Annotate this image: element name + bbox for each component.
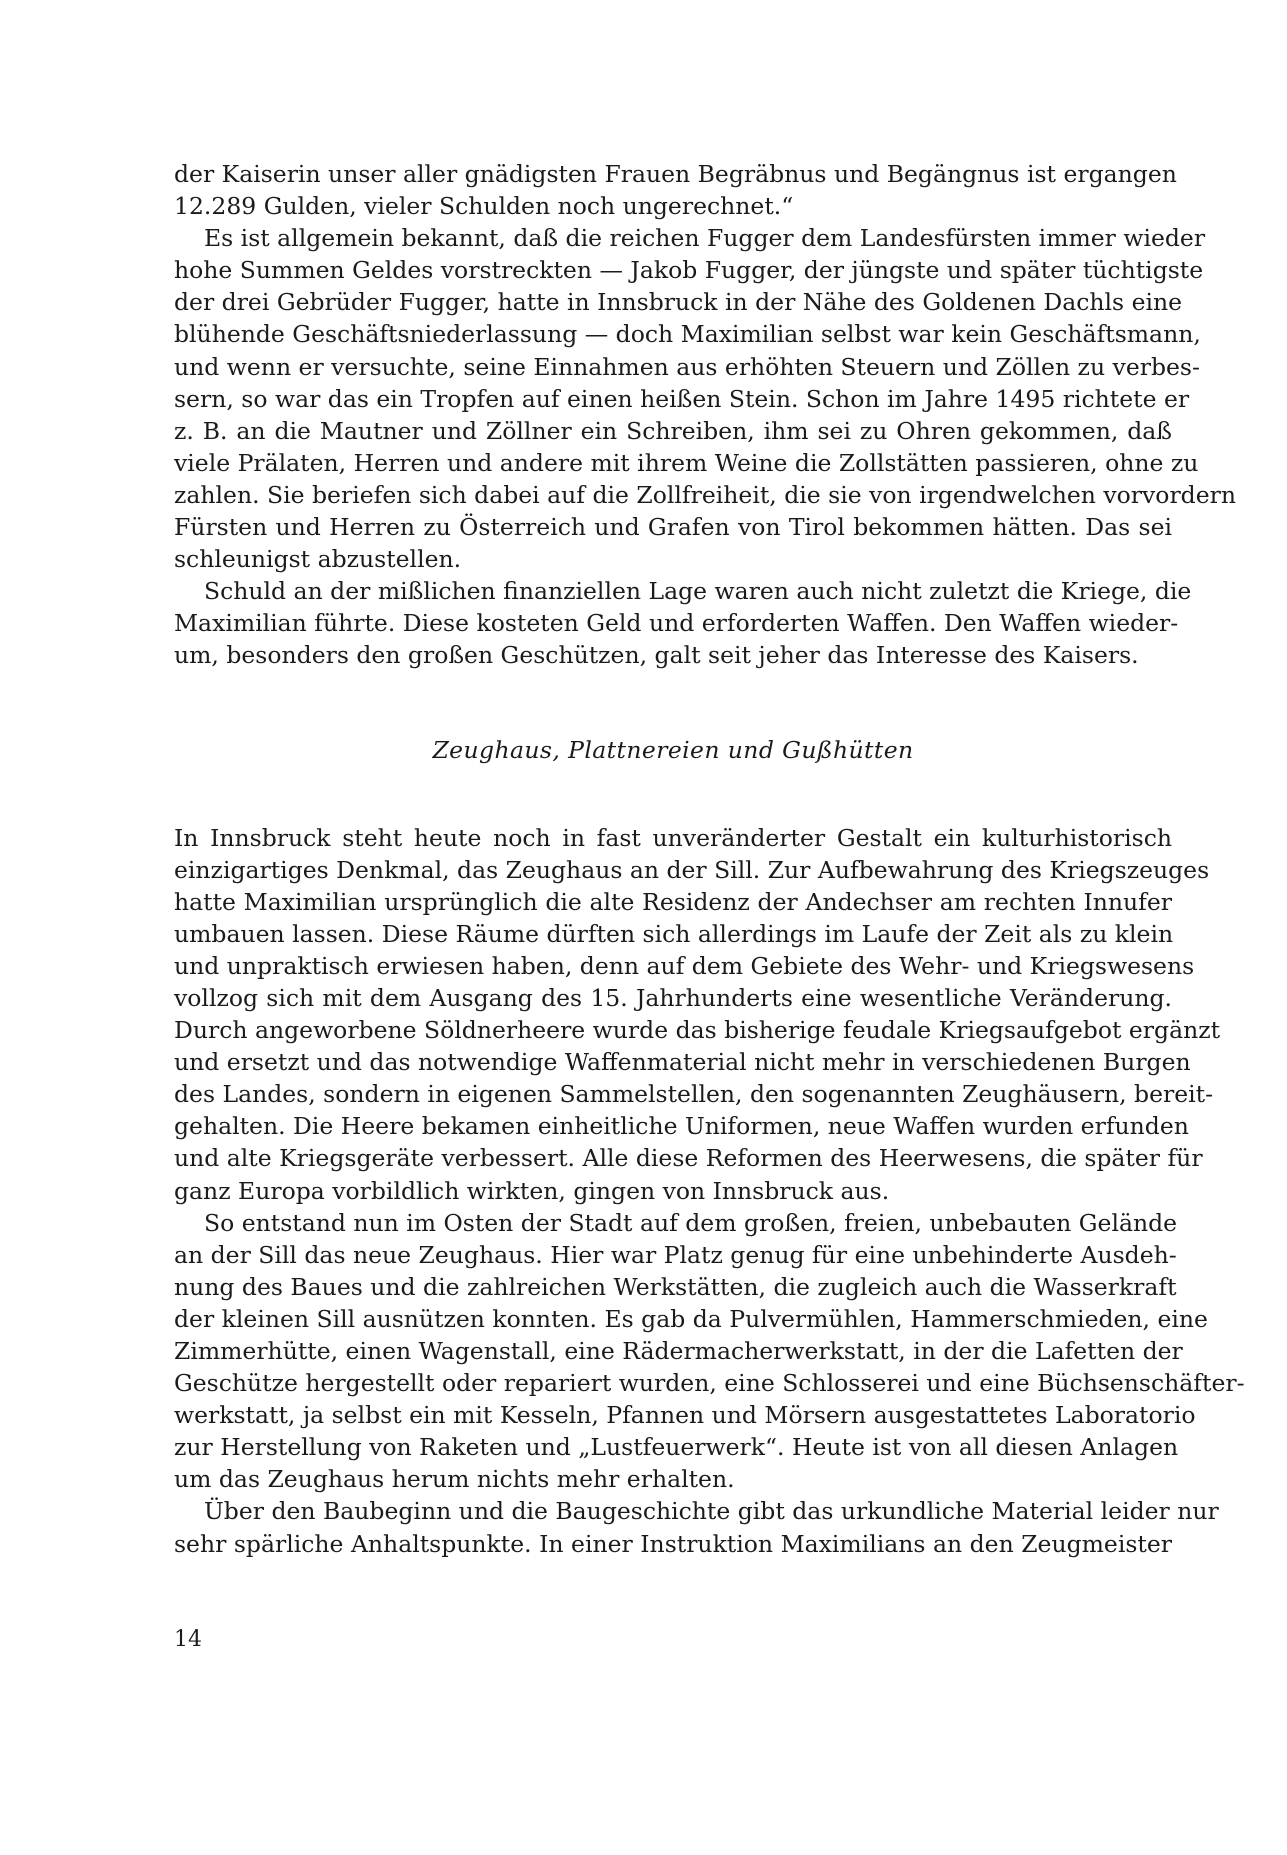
text-line: der Kaiserin unser aller gnädigsten Frauen Begräbnus und Begängnus ist ergangen <box>174 160 1177 188</box>
text-line: Durch angeworbene Söldnerheere wurde das bisherige feudale Kriegsaufgebot ergänzt <box>174 1016 1221 1045</box>
section-heading: Zeughaus, Plattnereien und Gußhütten <box>432 735 914 764</box>
text-line: um das Zeughaus herum nichts mehr erhalten. <box>174 1465 735 1494</box>
text-line: blühende Geschäftsniederlassung — doch Maximilian selbst war kein Geschäftsmann, <box>174 320 1201 349</box>
text-line: und ersetzt und das notwendige Waffenmaterial nicht mehr in verschiedenen Burgen <box>174 1048 1191 1077</box>
page-number: 14 <box>174 1627 202 1652</box>
text-line: So entstand nun im Osten der Stadt auf dem großen, freien, unbebauten Gelände <box>204 1208 1178 1237</box>
text-line: zur Herstellung von Raketen und „Lustfeuerwerk“. Heute ist von all diesen Anlagen <box>174 1433 1179 1462</box>
text-line: 12.289 Gulden, vieler Schulden noch ungerechnet.“ <box>174 192 794 221</box>
text-line: schleunigst abzustellen. <box>174 545 462 574</box>
text-line: um, besonders den großen Geschützen, galt seit jeher das Interesse des Kaisers. <box>174 641 1139 670</box>
text-line: nung des Baues und die zahlreichen Werkstätten, die zugleich auch die Wasserkraft <box>174 1272 1177 1301</box>
paragraph-3 <box>174 575 1192 671</box>
text-line: viele Prälaten, Herren und andere mit ihrem Weine die Zollstätten passieren, ohne zu <box>174 448 1199 477</box>
text-line: Fürsten und Herren zu Österreich und Grafen von Tirol bekommen hätten. Das sei <box>174 513 1172 542</box>
text-line: ganz Europa vorbildlich wirkten, gingen von Innsbruck aus. <box>174 1176 890 1205</box>
text-line: an der Sill das neue Zeughaus. Hier war Platz genug für eine unbehinderte Ausdeh- <box>174 1240 1177 1269</box>
paragraph-2 <box>174 222 1236 575</box>
text-line: einzigartiges Denkmal, das Zeughaus an der Sill. Zur Aufbewahrung des Kriegszeuges <box>174 855 1210 884</box>
text-line: vollzog sich mit dem Ausgang des 15. Jahrhunderts eine wesentliche Veränderung. <box>174 983 1172 1012</box>
text-line: sehr spärliche Anhaltspunkte. In einer Instruktion Maximilians an den Zeugmeister <box>174 1529 1172 1558</box>
text-line: Geschütze hergestellt oder repariert wurden, eine Schlosserei und eine Büchsenschäfter- <box>174 1369 1245 1398</box>
text-line: der drei Gebrüder Fugger, hatte in Innsbruck in der Nähe des Goldenen Dachls eine <box>174 288 1183 317</box>
text-line: Über den Baubeginn und die Baugeschichte gibt das urkundliche Material leider nur <box>204 1497 1219 1526</box>
text-line: Zimmerhütte, einen Wagenstall, eine Rädermacherwerkstatt, in der die Lafetten der <box>174 1337 1183 1365</box>
text-line: und wenn er versuchte, seine Einnahmen aus erhöhten Steuern und Zöllen zu verbes- <box>174 352 1200 381</box>
text-line: umbauen lassen. Diese Räume dürften sich allerdings im Laufe der Zeit als zu klein <box>174 919 1174 948</box>
paragraph-6 <box>174 1495 1219 1559</box>
text-line: und alte Kriegsgeräte verbessert. Alle diese Reformen des Heerwesens, die später für <box>174 1144 1203 1173</box>
text-line: Es ist allgemein bekannt, daß die reichen Fugger dem Landesfürsten immer wieder <box>204 224 1206 253</box>
page-body <box>174 158 1245 1560</box>
paragraph-1 <box>174 158 1177 222</box>
text-line: und unpraktisch erwiesen haben, denn auf dem Gebiete des Wehr- und Kriegswesens <box>174 951 1195 980</box>
text-line: werkstatt, ja selbst ein mit Kesseln, Pfannen und Mörsern ausgestattetes Laboratorio <box>174 1401 1196 1430</box>
paragraph-4 <box>174 822 1221 1207</box>
text-line: des Landes, sondern in eigenen Sammelstellen, den sogenannten Zeughäusern, bereit- <box>174 1080 1214 1109</box>
text-line: zahlen. Sie beriefen sich dabei auf die Zollfreiheit, die sie von irgendwelchen vorvordern <box>174 480 1236 509</box>
text-line: In Innsbruck steht heute noch in fast unveränderter Gestalt ein kulturhistorisch <box>174 823 1172 852</box>
paragraph-5 <box>174 1207 1245 1496</box>
text-line: gehalten. Die Heere bekamen einheitliche Uniformen, neue Waffen wurden erfunden <box>174 1112 1189 1141</box>
text-line: hatte Maximilian ursprünglich die alte Residenz der Andechser am rechten Innufer <box>174 887 1172 916</box>
text-line: der kleinen Sill ausnützen konnten. Es gab da Pulvermühlen, Hammerschmieden, eine <box>174 1304 1208 1333</box>
text-line: Maximilian führte. Diese kosteten Geld und erforderten Waffen. Den Waffen wieder- <box>174 609 1179 638</box>
text-line: hohe Summen Geldes vorstreckten — Jakob Fugger, der jüngste und später tüchtigste <box>174 256 1204 285</box>
text-line: z. B. an die Mautner und Zöllner ein Schreiben, ihm sei zu Ohren gekommen, daß <box>174 416 1172 445</box>
text-line: sern, so war das ein Tropfen auf einen heißen Stein. Schon im Jahre 1495 richtete er <box>174 384 1190 413</box>
text-line: Schuld an der mißlichen finanziellen Lage waren auch nicht zuletzt die Kriege, die <box>204 577 1192 606</box>
